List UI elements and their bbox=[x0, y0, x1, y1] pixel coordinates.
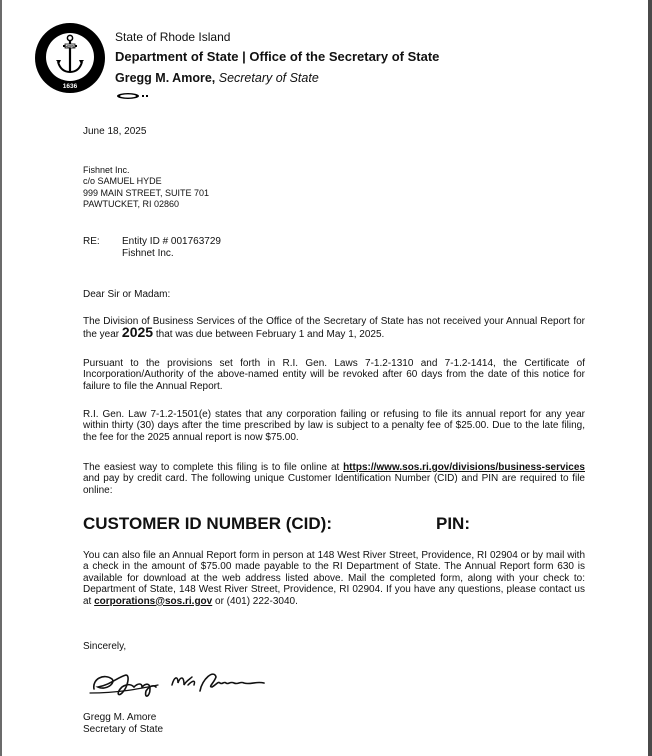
paragraph-mail-filing bbox=[83, 550, 585, 607]
closing: Sincerely, bbox=[83, 641, 127, 652]
address-line: 999 MAIN STREET, SUITE 701 bbox=[83, 187, 210, 198]
header-state: State of Rhode Island bbox=[115, 30, 231, 44]
recipient-address bbox=[83, 165, 209, 210]
signer-title: Secretary of State bbox=[83, 723, 164, 735]
signer-name: Gregg M. Amore bbox=[83, 712, 157, 723]
page-right-edge bbox=[648, 0, 652, 756]
p5-text: You can also file an Annual Report form in person at 148 West River Street, Providence, RI 02904 or by mail with a check in the amount of $75.00 made payable to the RI Department of State. The Annual Report form 630 is available for download at the web address listed above. Mail the completed form, along with your check to: Department of State, 148 West River Street, Providence, RI 02904. If you have any questions, please contact us at bbox=[83, 550, 585, 607]
header-department: Department of State | Office of the Secretary of State bbox=[115, 49, 440, 64]
p4-text-end: and pay by credit card. The following unique Customer Identification Number (CID) and PIN are required to file online: bbox=[83, 473, 585, 496]
paragraph-penalty: R.I. Gen. Law 7-1.2-1501(e) states that any corporation failing or refusing to file its annual report for any year within thirty (30) days after the time prescribed by law is subject to a penalty fee of $25.00. Due to the late filing, the fee for the 2025 annual report is now $75.00. bbox=[83, 409, 585, 443]
official-title: Secretary of State bbox=[218, 71, 319, 85]
signer-block bbox=[83, 712, 163, 735]
corporations-email-link[interactable]: corporations@sos.ri.gov bbox=[94, 595, 213, 607]
header-official bbox=[115, 71, 319, 85]
entity-id: Entity ID # 001763729 bbox=[122, 236, 221, 247]
p1-text-end: that was due between February 1 and May 1, 2025. bbox=[153, 329, 385, 341]
official-name: Gregg M. Amore, bbox=[115, 71, 216, 85]
paragraph-online-filing bbox=[83, 462, 585, 496]
pin-label: PIN: bbox=[436, 514, 470, 533]
salutation: Dear Sir or Madam: bbox=[83, 289, 171, 300]
address-line: c/o SAMUEL HYDE bbox=[83, 176, 162, 187]
paragraph-notice bbox=[83, 316, 585, 341]
state-seal-icon bbox=[34, 22, 106, 94]
address-line: Fishnet Inc. bbox=[83, 165, 130, 175]
p5-text-end: or (401) 222-3040. bbox=[212, 595, 298, 607]
business-services-link[interactable]: https://www.sos.ri.gov/divisions/business-services bbox=[343, 462, 585, 473]
seal-year: 1636 bbox=[62, 83, 78, 90]
p4-text: The easiest way to complete this filing is to file online at bbox=[83, 462, 344, 473]
letter-date: June 18, 2025 bbox=[83, 126, 147, 137]
re-subject bbox=[122, 236, 221, 259]
re-label: RE: bbox=[83, 236, 100, 247]
p1-text: The Division of Business Services of the Office of the Secretary of State has not received your Annual Report for the year bbox=[83, 316, 585, 341]
handwritten-signature bbox=[88, 663, 268, 701]
report-year: 2025 bbox=[121, 324, 154, 341]
page-left-edge bbox=[0, 0, 2, 756]
entity-name: Fishnet Inc. bbox=[122, 247, 174, 259]
union-bug-icon bbox=[116, 92, 156, 100]
address-line: PAWTUCKET, RI 02860 bbox=[83, 198, 180, 209]
cid-label: CUSTOMER ID NUMBER (CID): bbox=[83, 514, 333, 533]
paragraph-revocation: Pursuant to the provisions set forth in R.I. Gen. Laws 7-1.2-1310 and 7-1.2-1414, the Certificate of Incorporation/Authority of the above-named entity will be revoked after 60 days from the date of this notice for failure to file the Annual Report. bbox=[83, 358, 585, 392]
seal-motto: HOPE bbox=[65, 44, 75, 49]
